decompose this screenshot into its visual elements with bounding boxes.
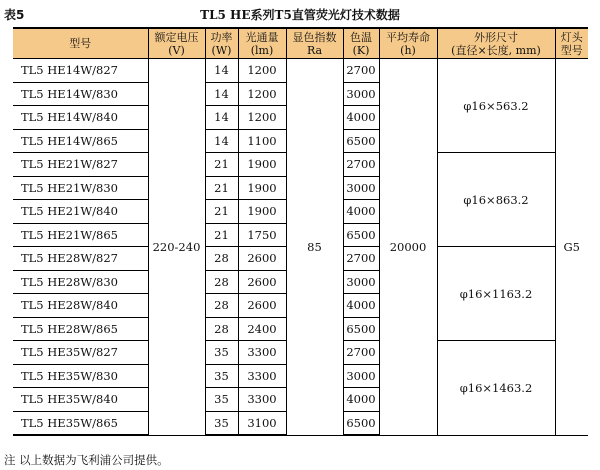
model-cell: TL5 HE21W/840 xyxy=(13,200,148,224)
power-cell: 35 xyxy=(205,341,238,365)
flux-cell: 3300 xyxy=(238,341,286,365)
cct-cell: 4000 xyxy=(343,294,379,318)
cct-cell: 4000 xyxy=(343,388,379,412)
cct-cell: 6500 xyxy=(343,223,379,247)
cct-cell: 6500 xyxy=(343,129,379,153)
model-cell: TL5 HE28W/827 xyxy=(13,247,148,271)
flux-cell: 3100 xyxy=(238,411,286,435)
table-number: 表5 xyxy=(4,8,25,22)
voltage-cell: 220-240 xyxy=(148,59,205,436)
cct-cell: 6500 xyxy=(343,317,379,341)
model-cell: TL5 HE21W/865 xyxy=(13,223,148,247)
cct-cell: 4000 xyxy=(343,200,379,224)
base-cell: G5 xyxy=(555,59,588,436)
flux-cell: 2600 xyxy=(238,294,286,318)
cct-cell: 2700 xyxy=(343,341,379,365)
model-cell: TL5 HE35W/830 xyxy=(13,364,148,388)
header-lifetime: 平均寿命 (h) xyxy=(379,28,437,59)
flux-cell: 1900 xyxy=(238,176,286,200)
flux-cell: 2400 xyxy=(238,317,286,341)
flux-cell: 1200 xyxy=(238,59,286,83)
model-cell: TL5 HE14W/830 xyxy=(13,82,148,106)
model-cell: TL5 HE35W/827 xyxy=(13,341,148,365)
flux-cell: 1200 xyxy=(238,82,286,106)
cri-cell: 85 xyxy=(286,59,343,436)
power-cell: 28 xyxy=(205,247,238,271)
header-power: 功率 (W) xyxy=(205,28,238,59)
model-cell: TL5 HE14W/827 xyxy=(13,59,148,83)
lifetime-cell: 20000 xyxy=(379,59,437,436)
flux-cell: 1900 xyxy=(238,200,286,224)
table-row xyxy=(13,59,588,83)
cct-cell: 6500 xyxy=(343,411,379,435)
model-cell: TL5 HE35W/865 xyxy=(13,411,148,435)
flux-cell: 1100 xyxy=(238,129,286,153)
cct-cell: 2700 xyxy=(343,153,379,177)
cct-cell: 3000 xyxy=(343,270,379,294)
header-model: 型号 xyxy=(13,28,148,59)
header-cct: 色温 (K) xyxy=(343,28,379,59)
model-cell: TL5 HE14W/865 xyxy=(13,129,148,153)
header-dimensions: 外形尺寸 (直径×长度, mm) xyxy=(437,28,555,59)
spec-table xyxy=(13,27,588,436)
model-cell: TL5 HE28W/865 xyxy=(13,317,148,341)
power-cell: 21 xyxy=(205,200,238,224)
flux-cell: 3300 xyxy=(238,388,286,412)
model-cell: TL5 HE21W/827 xyxy=(13,153,148,177)
flux-cell: 2600 xyxy=(238,270,286,294)
power-cell: 14 xyxy=(205,129,238,153)
power-cell: 35 xyxy=(205,388,238,412)
cct-cell: 4000 xyxy=(343,106,379,130)
power-cell: 14 xyxy=(205,82,238,106)
model-cell: TL5 HE28W/840 xyxy=(13,294,148,318)
flux-cell: 2600 xyxy=(238,247,286,271)
table-title: TL5 HE系列T5直管荧光灯技术数据 xyxy=(200,8,400,22)
cct-cell: 3000 xyxy=(343,364,379,388)
power-cell: 14 xyxy=(205,106,238,130)
model-cell: TL5 HE35W/840 xyxy=(13,388,148,412)
power-cell: 21 xyxy=(205,176,238,200)
header-row xyxy=(13,28,588,59)
cct-cell: 3000 xyxy=(343,176,379,200)
power-cell: 14 xyxy=(205,59,238,83)
header-base: 灯头 型号 xyxy=(555,28,588,59)
power-cell: 28 xyxy=(205,317,238,341)
cct-cell: 3000 xyxy=(343,82,379,106)
dimension-cell: φ16×863.2 xyxy=(437,153,555,247)
model-cell: TL5 HE28W/830 xyxy=(13,270,148,294)
power-cell: 28 xyxy=(205,294,238,318)
dimension-cell: φ16×563.2 xyxy=(437,59,555,153)
table-caption xyxy=(4,6,596,24)
header-flux: 光通量 (lm) xyxy=(238,28,286,59)
model-cell: TL5 HE21W/830 xyxy=(13,176,148,200)
power-cell: 35 xyxy=(205,364,238,388)
flux-cell: 3300 xyxy=(238,364,286,388)
dimension-cell: φ16×1463.2 xyxy=(437,341,555,436)
power-cell: 21 xyxy=(205,223,238,247)
model-cell: TL5 HE14W/840 xyxy=(13,106,148,130)
power-cell: 28 xyxy=(205,270,238,294)
power-cell: 35 xyxy=(205,411,238,435)
cct-cell: 2700 xyxy=(343,247,379,271)
dimension-cell: φ16×1163.2 xyxy=(437,247,555,341)
power-cell: 21 xyxy=(205,153,238,177)
header-cri: 显色指数 Ra xyxy=(286,28,343,59)
cct-cell: 2700 xyxy=(343,59,379,83)
table-footnote: 注 以上数据为飞利浦公司提供。 xyxy=(4,453,169,467)
flux-cell: 1200 xyxy=(238,106,286,130)
header-voltage: 额定电压 (V) xyxy=(148,28,205,59)
flux-cell: 1750 xyxy=(238,223,286,247)
flux-cell: 1900 xyxy=(238,153,286,177)
